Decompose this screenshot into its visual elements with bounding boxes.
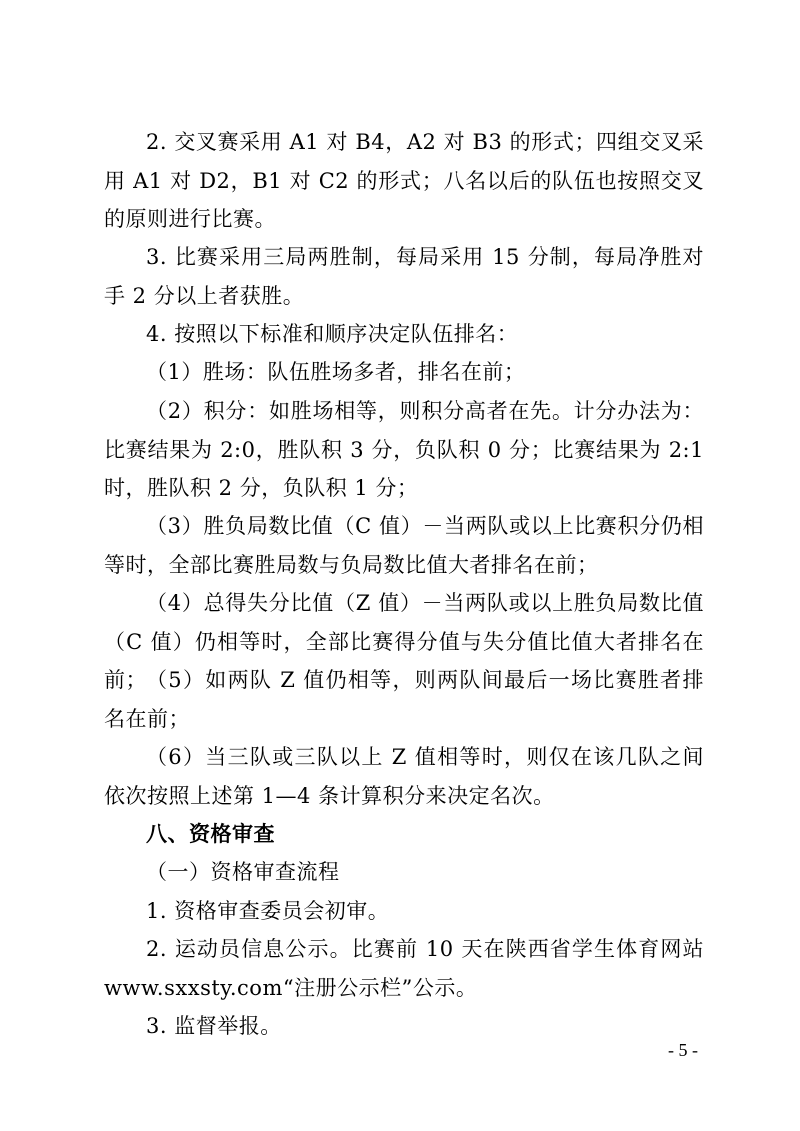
paragraph-initial-review: 1. 资格审查委员会初审。 xyxy=(146,899,390,923)
paragraph-rule-head-to-head: （5）如两队 Z 值仍相等，则两队间最后一场比赛胜者排名在前； xyxy=(104,668,704,731)
page-number: - 5 - xyxy=(668,1040,698,1060)
paragraph-rule-z-value: （4）总得失分比值（Z 值）－当两队或以上胜负局数比值（C 值）仍相等时，全部比赛得分值与失分值比值大者排名在前； xyxy=(104,591,704,692)
paragraph-public-notice: 2. 运动员信息公示。比赛前 10 天在陕西省学生体育网站 www.sxxsty.com“注册公示栏”公示。 xyxy=(104,937,704,1000)
section-heading-eligibility: 八、资格审查 xyxy=(146,822,275,846)
paragraph-supervision: 3. 监督举报。 xyxy=(146,1014,282,1038)
paragraph-ranking-criteria: 4. 按照以下标准和顺序决定队伍排名： xyxy=(146,322,519,346)
subheading-eligibility-process: （一）资格审查流程 xyxy=(146,860,340,884)
paragraph-rule-c-value: （3）胜负局数比值（C 值）－当两队或以上比赛积分仍相等时，全部比赛胜局数与负局数比值大者排名在前； xyxy=(104,514,704,577)
paragraph-rule-three-teams: （6）当三队或三队以上 Z 值相等时，则仅在该几队之间依次按照上述第 1—4 条计算积分来决定名次。 xyxy=(104,745,704,808)
paragraph-cross-match: 2. 交叉赛采用 A1 对 B4，A2 对 B3 的形式；四组交叉采用 A1 对 D2，B1 对 C2 的形式；八名以后的队伍也按照交叉的原则进行比赛。 xyxy=(104,130,704,231)
paragraph-rule-wins: （1）胜场：队伍胜场多者，排名在前； xyxy=(146,360,526,384)
paragraph-rule-points: （2）积分：如胜场相等，则积分高者在先。计分办法为：比赛结果为 2:0，胜队积 3 分，负队积 0 分；比赛结果为 2:1 时，胜队积 2 分，负队积 1 分； xyxy=(104,399,704,500)
paragraph-match-format: 3. 比赛采用三局两胜制，每局采用 15 分制，每局净胜对手 2 分以上者获胜。 xyxy=(104,245,704,308)
